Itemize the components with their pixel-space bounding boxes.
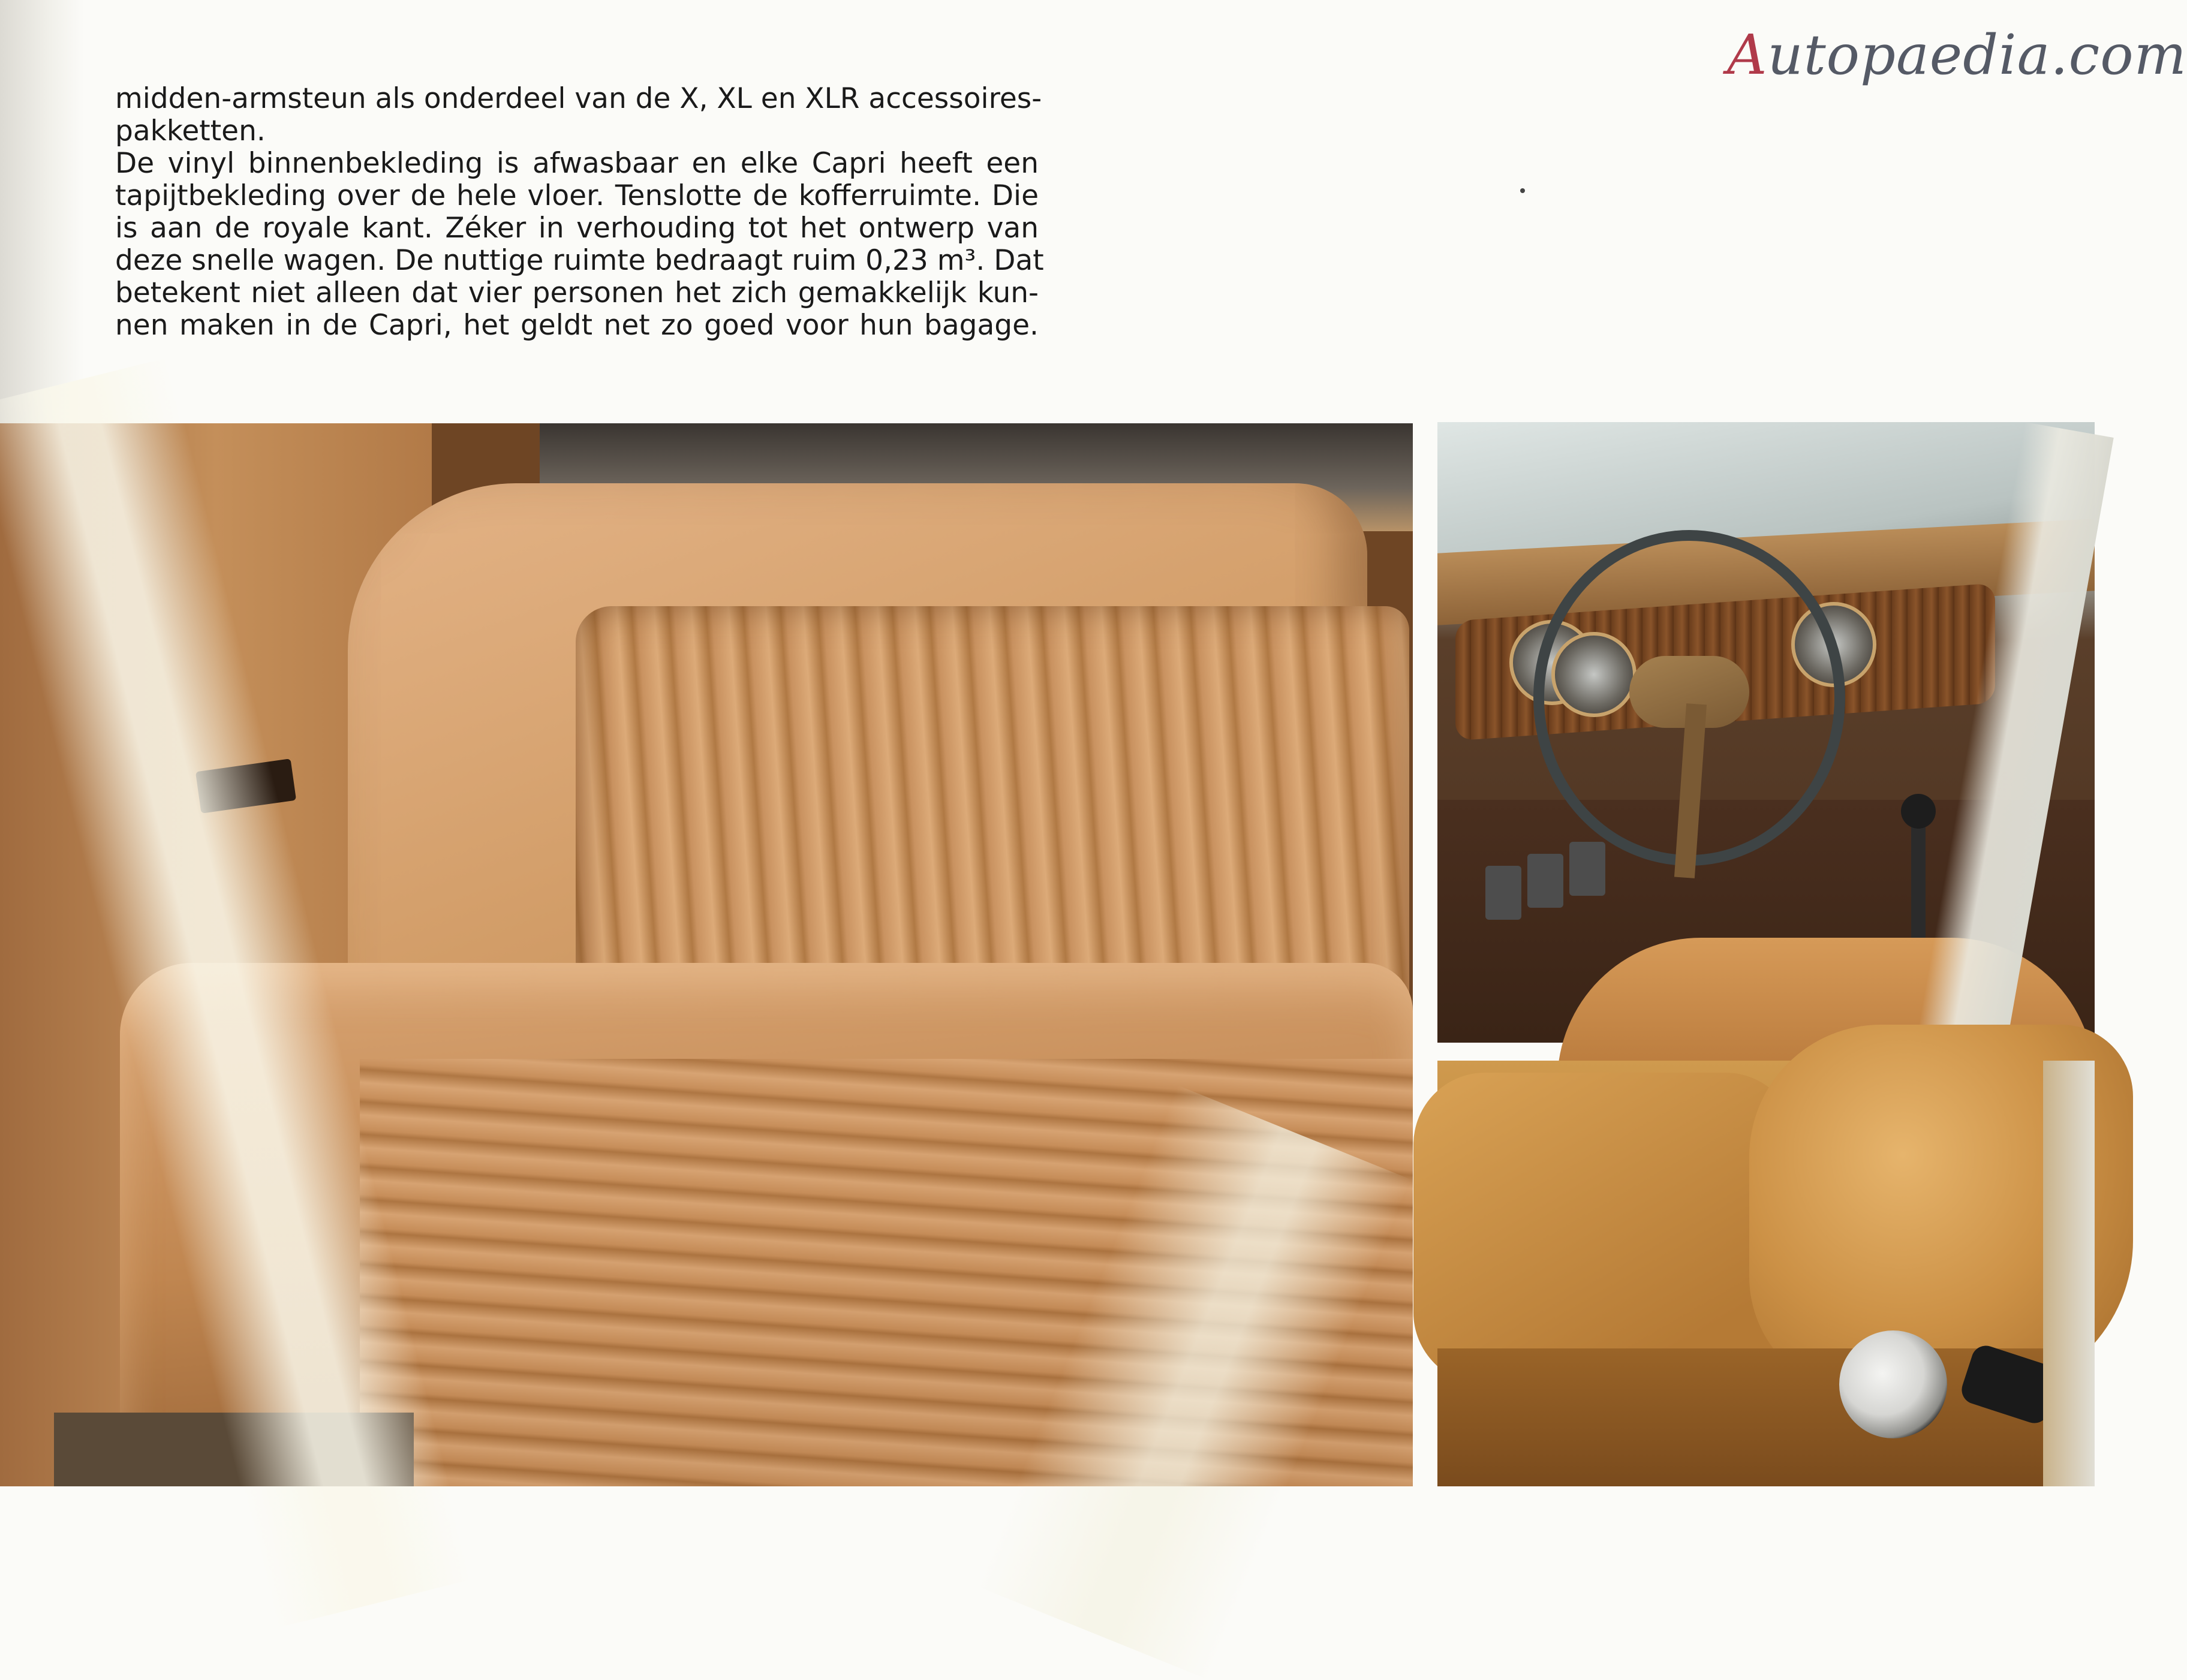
text-line: nen maken in de Capri, het geldt net zo goed voor hun bagage. [115, 309, 1039, 342]
gear-knob [1901, 794, 1936, 829]
text-line: midden-armsteun als onderdeel van de X, XL en XLR accessoires- [115, 82, 1042, 115]
dashboard-photo [1437, 422, 2095, 1043]
text-line: pakketten. [115, 115, 266, 147]
pedal [1527, 854, 1563, 908]
watermark-initial: A [1727, 23, 1768, 87]
watermark-domain: utopaedia.com [1767, 23, 2187, 87]
text-line: is aan de royale kant. Zéker in verhouding tot het ontwerp van [115, 212, 1039, 245]
door-sill [2043, 1061, 2095, 1486]
print-speck [1520, 188, 1525, 193]
text-line: De vinyl binnenbekleding is afwasbaar en elke Capri heeft een [115, 147, 1039, 180]
seat-side [1413, 1073, 1797, 1384]
rear-seat-photo [0, 423, 1413, 1486]
text-line: betekent niet alleen dat vier personen het zich gemakkelijk kun- [115, 276, 1039, 309]
body-paragraph [115, 82, 1044, 342]
pedal [1569, 842, 1605, 896]
watermark-logo [1727, 23, 2187, 87]
text-line: deze snelle wagen. De nuttige ruimte bedraagt ruim 0,23 m³. Dat [115, 244, 1044, 277]
seat-adjuster-photo [1437, 1061, 2095, 1486]
recline-knob-icon [1839, 1330, 1947, 1438]
pedal [1485, 866, 1521, 920]
text-line: tapijtbekleding over de hele vloer. Tenslotte de kofferruimte. Die [115, 179, 1039, 212]
